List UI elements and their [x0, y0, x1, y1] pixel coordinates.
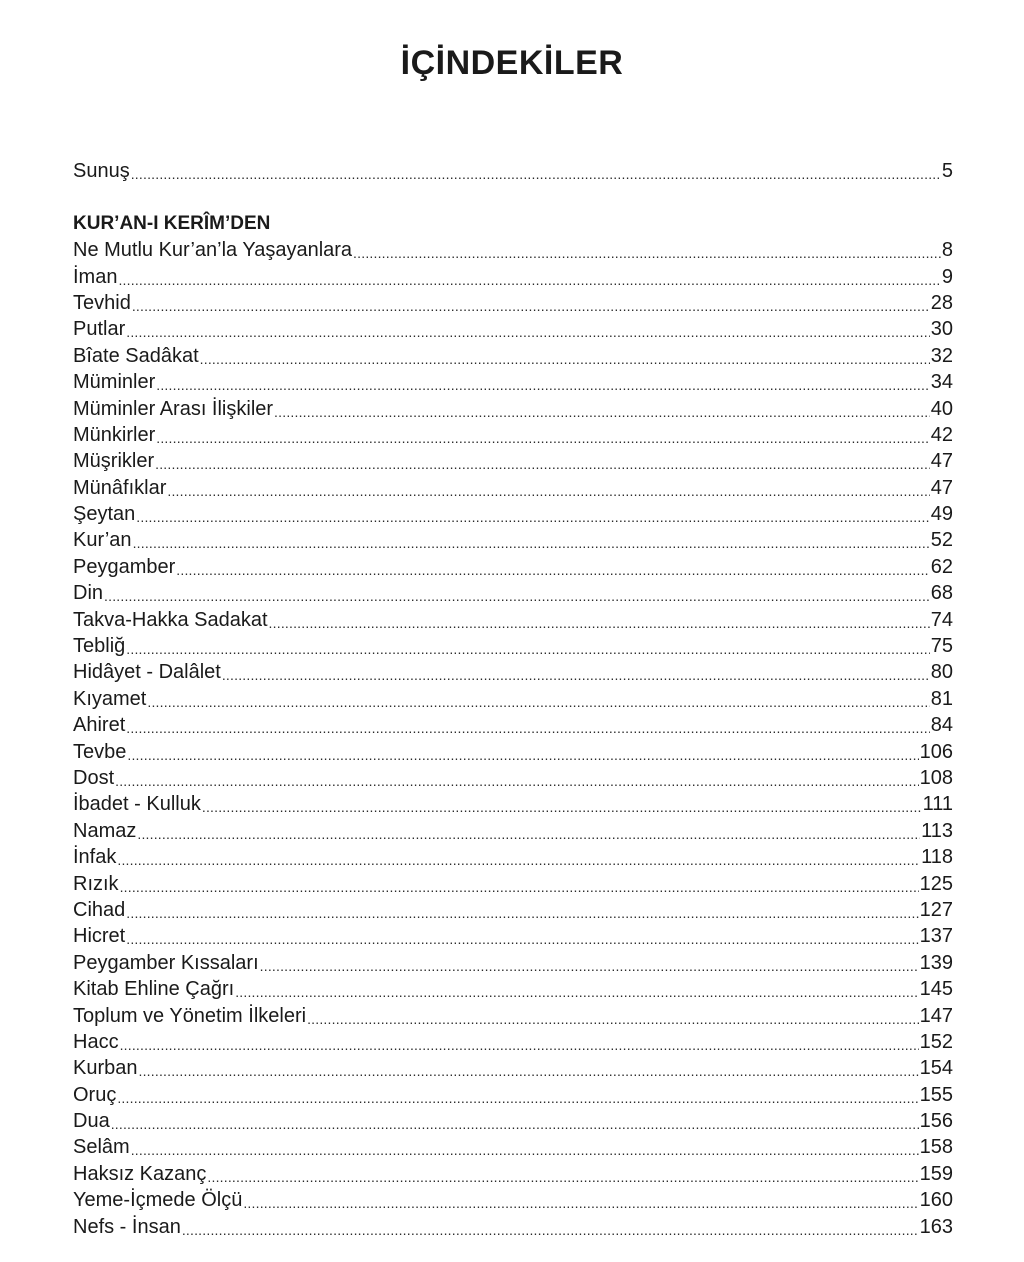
dot-leader — [274, 396, 930, 422]
toc-entry[interactable] — [73, 738, 953, 764]
table-of-contents — [73, 158, 953, 1240]
toc-entry-label: İnfak — [73, 846, 117, 869]
dot-leader — [156, 369, 930, 395]
toc-entry-label: Hicret — [73, 925, 126, 948]
dot-leader — [156, 422, 930, 448]
toc-entry[interactable] — [73, 369, 953, 395]
toc-entry-label: Namaz — [73, 819, 137, 842]
toc-entry[interactable] — [73, 870, 953, 896]
dot-leader — [307, 1003, 919, 1029]
toc-entry[interactable] — [73, 448, 953, 474]
toc-entry-label: Din — [73, 582, 104, 605]
toc-entry-label: Ahiret — [73, 714, 126, 737]
toc-entry[interactable] — [73, 923, 953, 949]
toc-entry[interactable] — [73, 474, 953, 500]
toc-entry[interactable] — [73, 633, 953, 659]
dot-leader — [120, 871, 919, 897]
toc-entry[interactable] — [73, 791, 953, 817]
toc-entry[interactable] — [73, 1213, 953, 1239]
dot-leader — [260, 950, 919, 976]
toc-entry-page: 42 — [930, 423, 953, 446]
dot-leader — [139, 1055, 919, 1081]
toc-entry-label: Rızık — [73, 872, 119, 895]
dot-leader — [127, 739, 918, 765]
toc-entry-page: 32 — [930, 344, 953, 367]
dot-leader — [131, 158, 941, 184]
toc-entry-page: 106 — [919, 740, 953, 763]
section-heading: KUR’AN-I KERÎM’DEN — [73, 212, 271, 234]
toc-entry-page: 30 — [930, 318, 953, 341]
toc-entry-label: Kurban — [73, 1057, 138, 1080]
toc-entry-page: 74 — [930, 608, 953, 631]
toc-entry[interactable] — [73, 844, 953, 870]
toc-entry-page: 111 — [922, 793, 953, 816]
dot-leader — [126, 923, 918, 949]
toc-entry[interactable] — [73, 712, 953, 738]
toc-entry[interactable] — [73, 606, 953, 632]
toc-entry[interactable] — [73, 501, 953, 527]
toc-entry[interactable] — [73, 527, 953, 553]
toc-entry[interactable] — [73, 949, 953, 975]
toc-entry-page: 68 — [930, 582, 953, 605]
dot-leader — [136, 501, 929, 527]
dot-leader — [182, 1214, 919, 1240]
toc-entry[interactable] — [73, 1002, 953, 1028]
dot-leader — [133, 527, 930, 553]
toc-entry-page: 145 — [919, 978, 953, 1001]
toc-entry-page: 163 — [919, 1215, 953, 1238]
toc-entry-label: Tevbe — [73, 740, 127, 763]
toc-entry-page: 125 — [919, 872, 953, 895]
dot-leader — [131, 1134, 919, 1160]
dot-leader — [147, 686, 929, 712]
toc-entry-page: 156 — [919, 1110, 953, 1133]
toc-entry[interactable] — [73, 342, 953, 368]
dot-leader — [117, 1082, 918, 1108]
toc-entry[interactable] — [73, 316, 953, 342]
toc-entry-label: Münkirler — [73, 423, 156, 446]
dot-leader — [126, 712, 930, 738]
toc-entry-page: 47 — [930, 450, 953, 473]
toc-entry[interactable] — [73, 1108, 953, 1134]
dot-leader — [126, 633, 929, 659]
toc-entry-page: 81 — [930, 687, 953, 710]
toc-entry-page: 8 — [941, 239, 953, 262]
toc-entry-page: 113 — [921, 819, 953, 842]
toc-entry-label: Tevhid — [73, 291, 131, 314]
toc-entry-sunus[interactable] — [73, 158, 953, 184]
toc-entry-page: 118 — [921, 846, 953, 869]
toc-entry[interactable] — [73, 263, 953, 289]
dot-leader — [269, 607, 930, 633]
toc-entry-page: 147 — [919, 1004, 953, 1027]
dot-leader — [200, 343, 930, 369]
toc-entry-page: 152 — [919, 1030, 953, 1053]
toc-entry-label: Yeme-İçmede Ölçü — [73, 1189, 243, 1212]
toc-entry-label: Sunuş — [73, 160, 130, 183]
toc-entry-page: 52 — [930, 529, 953, 552]
toc-entry-label: Tebliğ — [73, 635, 126, 658]
dot-leader — [111, 1108, 919, 1134]
toc-entry-page: 34 — [930, 371, 953, 394]
toc-entry-page: 28 — [930, 291, 953, 314]
toc-entry-label: Dua — [73, 1110, 110, 1133]
toc-entry-label: Peygamber — [73, 555, 176, 578]
toc-entry[interactable] — [73, 976, 953, 1002]
dot-leader — [120, 1029, 919, 1055]
toc-entry-label: Hacc — [73, 1030, 119, 1053]
toc-entry-label: Selâm — [73, 1136, 130, 1159]
dot-leader — [104, 580, 930, 606]
toc-entry-label: Kıyamet — [73, 687, 147, 710]
toc-entry-page: 40 — [930, 397, 953, 420]
toc-entry-page: 155 — [919, 1083, 953, 1106]
dot-leader — [155, 448, 930, 474]
toc-entry-label: Kitab Ehline Çağrı — [73, 978, 235, 1001]
toc-entry-page: 62 — [930, 555, 953, 578]
toc-entry-label: Şeytan — [73, 503, 136, 526]
toc-entry[interactable] — [73, 580, 953, 606]
toc-entry-label: Nefs - İnsan — [73, 1215, 181, 1238]
dot-leader — [176, 554, 929, 580]
toc-entry-label: Bîate Sadâkat — [73, 344, 199, 367]
page-title: İÇİNDEKİLER — [400, 44, 624, 82]
dot-leader — [137, 818, 920, 844]
toc-entry-page: 75 — [930, 635, 953, 658]
toc-entry-page: 84 — [930, 714, 953, 737]
toc-entry-page: 108 — [919, 766, 953, 789]
toc-entry-label: Haksız Kazanç — [73, 1162, 207, 1185]
toc-entry-label: İbadet - Kulluk — [73, 793, 201, 816]
toc-entry[interactable] — [73, 395, 953, 421]
toc-entry-label: Kur’an — [73, 529, 132, 552]
toc-entry-page: 5 — [941, 160, 953, 183]
toc-entry[interactable] — [73, 1187, 953, 1213]
toc-list — [73, 237, 953, 1240]
toc-entry-label: Müminler Arası İlişkiler — [73, 397, 274, 420]
toc-entry[interactable] — [73, 290, 953, 316]
toc-entry[interactable] — [73, 1160, 953, 1186]
toc-entry-label: Müşrikler — [73, 450, 155, 473]
toc-entry-label: Toplum ve Yönetim İlkeleri — [73, 1004, 307, 1027]
dot-leader — [222, 659, 930, 685]
toc-entry-page: 154 — [919, 1057, 953, 1080]
toc-entry-page: 139 — [919, 951, 953, 974]
toc-entry[interactable] — [73, 685, 953, 711]
toc-entry[interactable] — [73, 1081, 953, 1107]
dot-leader — [115, 765, 919, 791]
dot-leader — [118, 264, 940, 290]
toc-entry-label: Müminler — [73, 371, 156, 394]
toc-entry-label: Peygamber Kıssaları — [73, 951, 259, 974]
toc-entry-label: İman — [73, 265, 118, 288]
toc-entry-label: Takva-Hakka Sadakat — [73, 608, 268, 631]
toc-entry-page: 160 — [919, 1189, 953, 1212]
toc-entry-label: Hidâyet - Dalâlet — [73, 661, 221, 684]
dot-leader — [126, 316, 930, 342]
toc-entry[interactable] — [73, 897, 953, 923]
toc-entry-label: Dost — [73, 766, 115, 789]
toc-entry-label: Münâfıklar — [73, 476, 167, 499]
toc-entry-page: 158 — [919, 1136, 953, 1159]
toc-entry[interactable] — [73, 765, 953, 791]
toc-entry-page: 49 — [930, 503, 953, 526]
dot-leader — [353, 237, 941, 263]
toc-entry[interactable] — [73, 553, 953, 579]
toc-entry[interactable] — [73, 659, 953, 685]
toc-entry-label: Putlar — [73, 318, 126, 341]
toc-entry-page: 80 — [930, 661, 953, 684]
toc-entry-page: 9 — [941, 265, 953, 288]
toc-entry-page: 47 — [930, 476, 953, 499]
toc-entry[interactable] — [73, 1134, 953, 1160]
dot-leader — [126, 897, 918, 923]
toc-entry-page: 137 — [919, 925, 953, 948]
toc-entry[interactable] — [73, 1029, 953, 1055]
dot-leader — [167, 475, 929, 501]
toc-entry-label: Oruç — [73, 1083, 117, 1106]
dot-leader — [117, 844, 920, 870]
toc-entry-page: 127 — [919, 898, 953, 921]
toc-entry-label: Cihad — [73, 898, 126, 921]
toc-entry-label: Ne Mutlu Kur’an’la Yaşayanlara — [73, 239, 353, 262]
toc-entry[interactable] — [73, 237, 953, 263]
dot-leader — [132, 290, 930, 316]
toc-entry[interactable] — [73, 422, 953, 448]
dot-leader — [235, 976, 918, 1002]
toc-entry-page: 159 — [919, 1162, 953, 1185]
dot-leader — [207, 1161, 918, 1187]
dot-leader — [202, 791, 922, 817]
dot-leader — [243, 1187, 918, 1213]
toc-entry[interactable] — [73, 817, 953, 843]
toc-entry[interactable] — [73, 1055, 953, 1081]
